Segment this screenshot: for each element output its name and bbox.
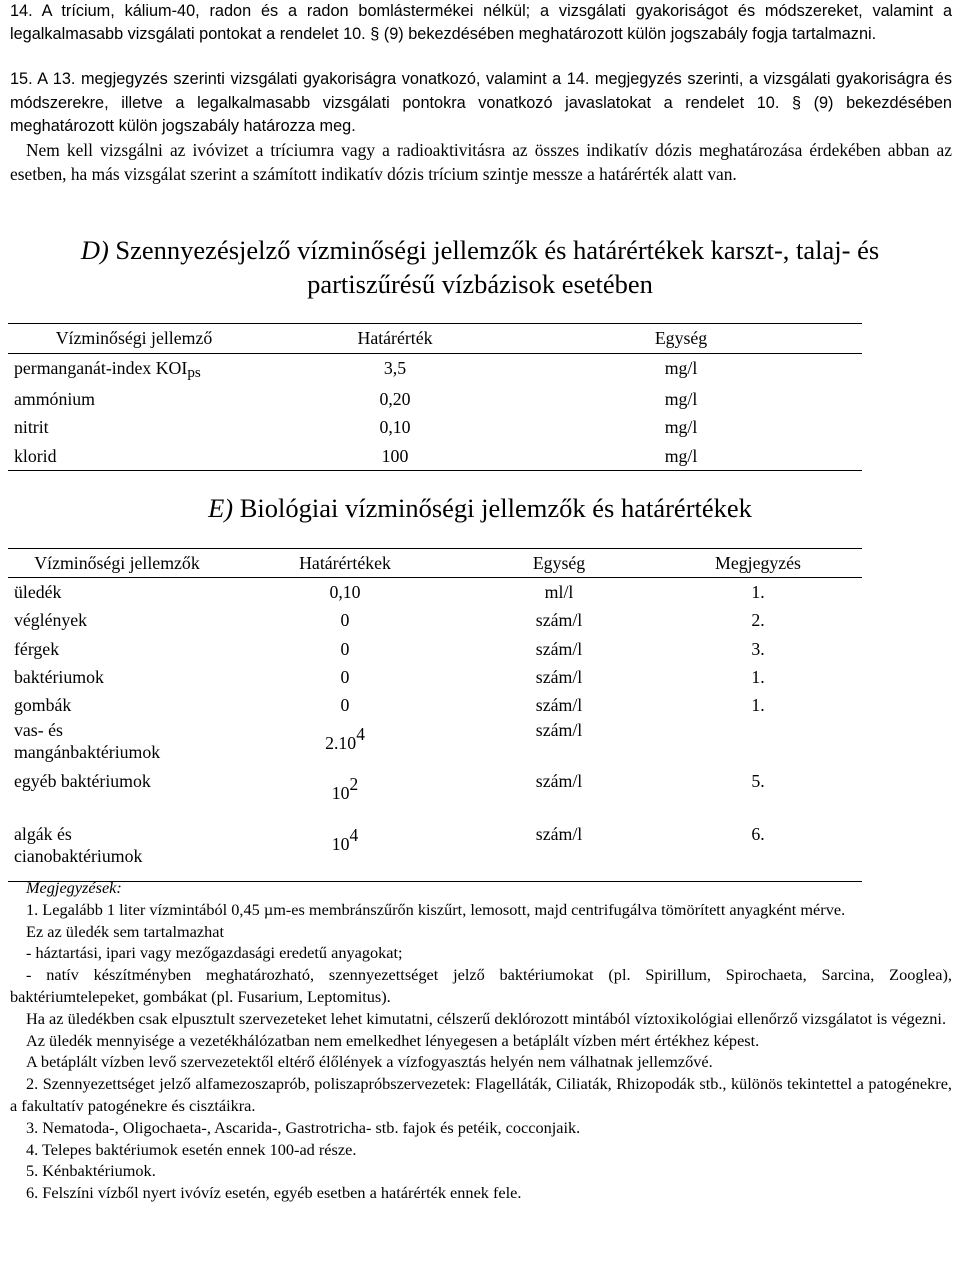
cell-limit-base: 10 — [331, 834, 350, 855]
cell-parameter: ammónium — [14, 388, 95, 409]
cell-unit: mg/l — [664, 358, 698, 378]
note-1-line-a: Ez az üledék sem tartalmazhat — [26, 921, 224, 941]
cell-limit — [226, 819, 464, 882]
cell-parameter: üledék — [14, 582, 62, 602]
cell-note: 1. — [751, 695, 765, 716]
header-parameter: Vízminőségi jellemző — [8, 324, 260, 354]
note-6: 6. Felszíni vízből nyert ivóvíz esetén, egyéb esetben a határérték ennek fele. — [26, 1183, 522, 1203]
cell-note — [654, 719, 862, 767]
note-1-line-c: - natív készítményben meghatározható, szennyezettséget jelző baktériumokat (pl. Spirillum, Spirochaeta, Sarcina, Zooglea), baktériumtelepeket, gombákat (pl. Fusarium, Leptomitus). — [10, 965, 952, 1006]
cell-unit: szám/l — [535, 610, 583, 631]
header-limit: Határértékek — [226, 549, 464, 578]
section-d-title-line2: partiszűrésű vízbázisok esetében — [307, 269, 653, 299]
cell-parameter — [8, 354, 260, 385]
cell-parameter — [8, 819, 226, 882]
table-biological-parameters — [8, 548, 862, 882]
table-row — [8, 691, 862, 719]
cell-limit: 3,5 — [383, 358, 407, 378]
cell-limit: 0 — [340, 695, 350, 716]
table-row — [8, 767, 862, 819]
note-4: 4. Telepes baktériumok esetén ennek 100-ad része. — [26, 1139, 357, 1159]
cell-parameter-text: permanganát-index KOI — [14, 358, 188, 378]
cell-limit: 100 — [381, 445, 409, 466]
cell-limit: 0 — [340, 666, 350, 687]
cell-limit-base: 10 — [331, 783, 350, 804]
notes-section — [10, 877, 952, 1204]
cell-parameter: baktériumok — [14, 666, 104, 687]
cell-unit: mg/l — [664, 445, 698, 466]
cell-parameter — [8, 719, 226, 767]
paragraph-14: 14. A trícium, kálium-40, radon és a radon bomlástermékei nélkül; a vizsgálati gyakoriságot és módszereket, valamint a legalkalmasabb vizsgálati pontokat a rendelet 10. § (9) bekezdésében meghatározott külön jogszabály fogja tartalmazni. — [10, 2, 952, 43]
section-e-letter: E) — [208, 493, 234, 523]
cell-limit: 0 — [340, 610, 350, 631]
cell-unit: szám/l — [535, 638, 583, 659]
note-1-line-d: Ha az üledékben csak elpusztult szervezeteket lehet kimutatni, célszerű deklórozott mintából víztoxikológiai ellenőrző vizsgálatot is végezni. — [26, 1008, 947, 1028]
section-d-title — [0, 233, 960, 301]
cell-limit-exponent: 2 — [349, 773, 359, 794]
table-row — [8, 578, 862, 607]
cell-note: 3. — [751, 638, 765, 659]
paragraph-15: 15. A 13. megjegyzés szerinti vizsgálati gyakoriságra vonatkozó, valamint a 14. megjegyzés szerinti, a vizsgálati gyakoriságra és módszerekre, illetve a legalkalmasabb vizsgálati pontokra vonatkozó javaslatokat a rendelet 10. § (9) bekezdésében meghatározott külön jogszabály határozza meg. — [10, 70, 952, 135]
cell-unit: mg/l — [664, 417, 698, 438]
cell-limit-exponent: 4 — [349, 824, 359, 845]
cell-unit: szám/l — [535, 720, 583, 741]
header-limit: Határérték — [260, 324, 530, 354]
cell-parameter-line2: mangánbaktériumok — [14, 742, 161, 763]
cell-limit — [226, 719, 464, 767]
header-note: Megjegyzés — [654, 549, 862, 578]
table-header-row — [8, 549, 862, 578]
cell-limit: 0,10 — [329, 582, 361, 602]
cell-unit: szám/l — [535, 771, 583, 792]
cell-parameter-line1: algák és — [14, 824, 72, 845]
cell-parameter: egyéb baktériumok — [14, 771, 151, 792]
table-pollution-indicators — [8, 323, 862, 471]
cell-limit-exponent: 4 — [356, 723, 365, 744]
cell-limit: 0,10 — [379, 417, 411, 438]
cell-unit: szám/l — [535, 666, 583, 687]
cell-note: 6. — [751, 824, 765, 845]
table-row — [8, 413, 862, 442]
header-unit: Egység — [464, 549, 654, 578]
note-2: 2. Szennyezettséget jelző alfamezoszaprób, poliszapróbszervezetek: Flagelláták, Ciliaták, Rhizopodák stb., különös tekintettel a patogénekre, a fakultatív patogénekre és cisztáikra. — [10, 1074, 952, 1115]
paragraph-tritium: Nem kell vizsgálni az ivóvizet a tríciumra vagy a radioaktivitásra az összes indikatív dózis meghatározása érdekében abban az esetben, ha más vizsgálat szerint a számított indikatív dózis trícium szintje messze a határérték alatt van. — [10, 140, 952, 184]
cell-parameter: gombák — [14, 695, 72, 716]
cell-note: 2. — [751, 610, 765, 631]
note-1-line-e: Az üledék mennyisége a vezetékhálózatban nem emelkedhet lényegesen a betáplált vízben mért értékhez képest. — [26, 1030, 760, 1050]
section-e-title-text: Biológiai vízminőségi jellemzők és határértékek — [239, 493, 752, 523]
table-row — [8, 385, 862, 414]
table-row — [8, 354, 862, 385]
cell-limit: 0,20 — [379, 388, 411, 409]
cell-parameter-line2: cianobaktériumok — [14, 846, 143, 867]
table-row — [8, 606, 862, 634]
table-header-row — [8, 324, 862, 354]
cell-limit: 0 — [340, 638, 350, 659]
notes-title: Megjegyzések: — [26, 878, 122, 897]
table-row — [8, 819, 862, 882]
table-row — [8, 719, 862, 767]
cell-parameter-line1: vas- és — [14, 720, 63, 741]
cell-limit-base: 2.10 — [325, 733, 357, 754]
table-row — [8, 442, 862, 471]
cell-parameter: nitrit — [14, 417, 49, 438]
note-3: 3. Nematoda-, Oligochaeta-, Ascarida-, Gastrotricha- stb. fajok és petéik, cocconjaik. — [26, 1117, 581, 1137]
note-5: 5. Kénbaktériumok. — [26, 1161, 156, 1181]
cell-parameter: férgek — [14, 638, 60, 659]
cell-parameter-subscript: ps — [187, 365, 201, 382]
cell-limit — [226, 767, 464, 819]
cell-unit: mg/l — [664, 388, 698, 409]
table-row — [8, 635, 862, 663]
note-1-line-b: - háztartási, ipari vagy mezőgazdasági eredetű anyagokat; — [26, 943, 403, 963]
section-e-title — [0, 491, 960, 525]
header-parameter: Vízminőségi jellemzők — [8, 549, 226, 578]
cell-parameter: klorid — [14, 445, 57, 466]
note-1: 1. Legalább 1 liter vízmintából 0,45 µm-es membránszűrőn kiszűrt, lemosott, majd centrifugálva tömörített anyagként mérve. — [26, 899, 846, 919]
cell-unit: ml/l — [544, 582, 574, 602]
header-unit: Egység — [530, 324, 862, 354]
table-row — [8, 663, 862, 691]
cell-unit: szám/l — [535, 695, 583, 716]
cell-note: 5. — [751, 771, 765, 792]
section-d-letter: D) — [80, 235, 109, 265]
cell-unit: szám/l — [535, 824, 583, 845]
cell-note: 1. — [751, 582, 765, 602]
cell-parameter: véglények — [14, 610, 88, 631]
note-1-line-f: A betáplált vízben levő szervezetektől eltérő élőlények a vízfogyasztás helyén nem válhatnak jellemzővé. — [26, 1052, 713, 1072]
cell-note: 1. — [751, 666, 765, 687]
section-d-title-line1: Szennyezésjelző vízminőségi jellemzők és határértékek karszt-, talaj- és — [115, 235, 880, 265]
